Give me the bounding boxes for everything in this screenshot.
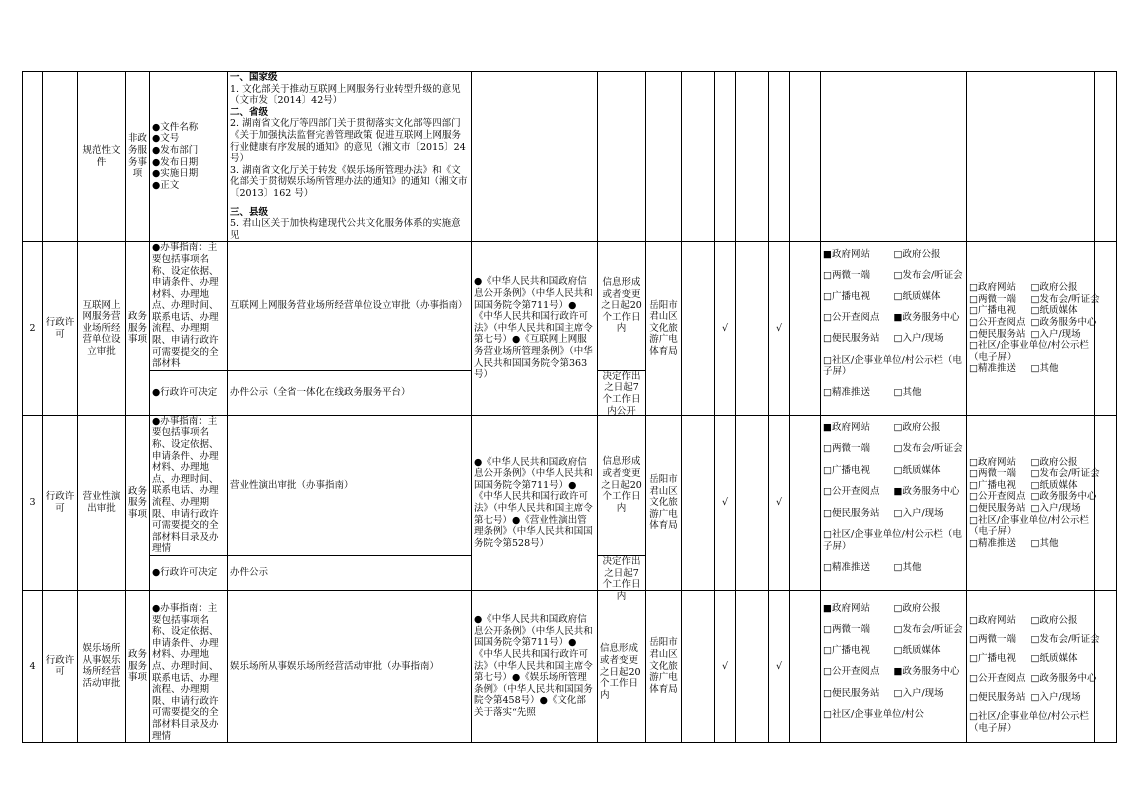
channel-option: □公开查阅点 [823, 486, 880, 498]
channel-option: □广播电视 [969, 653, 1016, 665]
channel-option: □纸质媒体 [1030, 479, 1078, 491]
channel-option: □两微一端 [969, 293, 1016, 305]
doc-item: 1. 文化部关于推动互联网上网服务行业转型升级的意见（文市发〔2014〕42号） [230, 83, 461, 107]
check-mark: √ [769, 415, 790, 590]
channel-option: □纸质媒体 [1030, 305, 1078, 317]
channel-option: □其他 [1030, 537, 1059, 549]
channel-option: □公开查阅点 [969, 316, 1026, 328]
channel-option: □两微一端 [823, 269, 870, 281]
channel-option: □两微一端 [823, 443, 870, 455]
channel-option: ■政府网站 [823, 602, 870, 614]
cell-category: 行政许可 [43, 242, 78, 416]
channel-option: □政府网站 [969, 282, 1016, 294]
channel-option: □广播电视 [969, 305, 1016, 317]
channel-option: □两微一端 [823, 624, 870, 636]
check-mark: √ [769, 242, 790, 416]
cell-num: 3 [23, 415, 43, 590]
cell-category: 行政许可 [43, 590, 78, 742]
cell-decision: ●行政许可决定 [150, 370, 228, 415]
channel-option: ■政府网站 [823, 421, 870, 433]
cell-basis: ●《中华人民共和国政府信息公开条例》（中华人民共和国国务院令第711号）●《中华人民共和国行政许可法》（中华人民共和国主席令第七号）●《营业性演出管理条例》（中华人民共和国国务院令第528号） [472, 415, 598, 590]
channel-option: □发布会/听证会 [893, 624, 963, 636]
channel-option: ■政务服务中心 [893, 666, 960, 678]
channel-option: □政府公报 [893, 602, 941, 614]
channel-option: □两微一端 [969, 468, 1016, 480]
cell-item: 互联网上网服务营业场所经营单位设立审批 [78, 242, 126, 416]
channel-option: □政府网站 [969, 614, 1016, 626]
channel-option: □政府公报 [893, 248, 941, 260]
cell-basis: ●《中华人民共和国政府信息公开条例》（中华人民共和国国务院令第711号）●《中华人民共和国行政许可法》（中华人民共和国主席令第七号）●《娱乐场所管理条例》（中华人民共和国国务院令第458号）●《文化部关于落实“先照 [472, 590, 598, 742]
channel-option: □纸质媒体 [893, 290, 941, 302]
channel-option: □纸质媒体 [893, 645, 941, 657]
cell-item: 营业性演出审批 [78, 415, 126, 590]
doc-item: 5. 君山区关于加快构建现代公共文化服务体系的实施意见 [230, 218, 461, 241]
channel-option: □精准推送 [969, 537, 1016, 549]
cell-num: 4 [23, 590, 43, 742]
channel-option: □便民服务站 [969, 328, 1026, 340]
cell-num [23, 72, 43, 242]
element-line: ●实施日期 [152, 168, 199, 180]
cell-guide-content: 营业性演出审批（办事指南） [228, 415, 472, 555]
channel-option: □公开查阅点 [823, 312, 880, 324]
channel-option: □政务服务中心 [1030, 672, 1097, 684]
channel-option: □政务服务中心 [1030, 491, 1097, 503]
channel-option: □政府公报 [893, 421, 941, 433]
cell-category: 行政许可 [43, 415, 78, 590]
cell-channels-2 [967, 590, 1100, 742]
channel-option: □便民服务站 [823, 687, 880, 699]
check-mark: √ [715, 415, 736, 590]
cell-channels-2 [967, 415, 1100, 590]
channel-option: ■政务服务中心 [893, 486, 960, 498]
channel-option: □社区/企事业单位/村公示栏（电子屏） [823, 529, 962, 552]
channel-option: □便民服务站 [823, 507, 880, 519]
channel-option: □纸质媒体 [893, 464, 941, 476]
cell-type: 政务服务事项 [126, 415, 150, 590]
cell-channels [821, 415, 967, 590]
doc-level-heading: 一、国家级 [230, 72, 278, 83]
element-line: ●正文 [152, 179, 180, 191]
cell-type: 政务服务事项 [126, 242, 150, 416]
channel-option: □广播电视 [823, 290, 870, 302]
element-line: ●文件名称 [152, 121, 199, 133]
channel-option: □入户/现场 [1030, 328, 1081, 340]
cell-item: 娱乐场所从事娱乐场所经营活动审批 [78, 590, 126, 742]
cell-doc-list [228, 72, 472, 242]
cell-channels-2 [967, 242, 1100, 416]
channel-option: □便民服务站 [969, 691, 1026, 703]
check-mark: √ [715, 242, 736, 416]
check-mark: √ [769, 590, 790, 742]
cell-time: 信息形成或者变更之日起20个工作日内 [598, 242, 646, 371]
check-mark: √ [715, 590, 736, 742]
cell-time: 决定作出之日起7个工作日内 [598, 555, 646, 590]
channel-option: □入户/现场 [1030, 691, 1081, 703]
cell-decision: ●行政许可决定 [150, 555, 228, 590]
cell-guide: ●办事指南：主要包括事项名称、设定依据、申请条件、办理材料、办理地点、办理时间、联系电话、办理流程、办理期限、申请行政许可需要提交的全部材料目录及办理情 [150, 590, 228, 742]
channel-option: □社区/企事业单位/村公示栏（电子屏） [969, 514, 1089, 538]
channel-option: □入户/现场 [893, 507, 944, 519]
channel-option: □其他 [893, 387, 922, 399]
element-line: ●发布部门 [152, 145, 199, 157]
channel-option: □社区/企事业单位/村公示栏（电子屏） [969, 711, 1089, 734]
channel-option: □政府网站 [969, 456, 1016, 468]
cell-decision-content: 办件公示（全省一体化在线政务服务平台） [228, 370, 472, 415]
cell-channels [821, 242, 967, 416]
channel-option: □便民服务站 [823, 333, 880, 345]
element-line: ●文号 [152, 133, 180, 145]
cell-subject: 岳阳市君山区文化旅游广电体育局 [646, 415, 682, 590]
doc-level-heading: 三、县级 [230, 206, 269, 218]
cell-elements [150, 72, 228, 242]
cell-subject: 岳阳市君山区文化旅游广电体育局 [646, 242, 682, 416]
channel-option: □便民服务站 [969, 502, 1026, 514]
cell-subject: 岳阳市君山区文化旅游广电体育局 [646, 590, 682, 742]
channel-option: □精准推送 [969, 363, 1016, 375]
channel-option: □政务服务中心 [1030, 316, 1097, 328]
cell-category [43, 72, 78, 242]
cell-basis: ●《中华人民共和国政府信息公开条例》（中华人民共和国国务院令第711号）●《中华人民共和国行政许可法》（中华人民共和国主席令第七号）●《互联网上网服务营业场所管理条例》（中华人民共和国国务院令第363号） [472, 242, 598, 416]
channel-option: □精准推送 [823, 562, 870, 574]
channel-option: □发布会/听证会 [893, 443, 963, 455]
doc-item: 2. 湖南省文化厅等四部门关于贯彻落实文化部等四部门《关于加强执法监督完善管理政策 促进互联网上网服务行业健康有序发展的通知》的意见（湘文市〔2015〕24号） [230, 118, 466, 165]
channel-option: □广播电视 [823, 645, 870, 657]
cell-decision-content: 办件公示 [228, 555, 472, 590]
channel-option: □政府公报 [1030, 456, 1078, 468]
channel-option: ■政务服务中心 [893, 312, 960, 324]
cell-guide-content: 互联网上网服务营业场所经营单位设立审批（办事指南） [228, 242, 472, 371]
channel-option: □广播电视 [969, 479, 1016, 491]
cell-channels [821, 590, 967, 742]
channel-option: □发布会/听证会 [1030, 468, 1100, 480]
channel-option: □发布会/听证会 [1030, 634, 1100, 646]
channel-option: □纸质媒体 [1030, 653, 1078, 665]
channel-option: □发布会/听证会 [893, 269, 963, 281]
channel-option: □政府公报 [1030, 282, 1078, 294]
channel-option: □精准推送 [823, 387, 870, 399]
cell-time: 决定作出之日起7个工作日内公开 [598, 370, 646, 415]
channel-option: □广播电视 [823, 464, 870, 476]
disclosure-table [22, 71, 1117, 743]
channel-option: ■政府网站 [823, 248, 870, 260]
cell-guide: ●办事指南：主要包括事项名称、设定依据、申请条件、办理材料、办理地点、办理时间、联系电话、办理流程、办理期限、申请行政许可需要提交的全部材料 [150, 242, 228, 371]
cell-time: 信息形成或者变更之日起20个工作日内 [598, 415, 646, 555]
cell-guide: ●办事指南：主要包括事项名称、设定依据、申请条件、办理材料、办理地点、办理时间、联系电话、办理流程、办理期限、申请行政许可需要提交的全部材料目录及办理情 [150, 415, 228, 555]
cell-type: 非政务服务事项 [126, 72, 150, 242]
cell-guide-content: 娱乐场所从事娱乐场所经营活动审批（办事指南） [228, 590, 472, 742]
channel-option: □社区/企事业单位/村公示栏（电子屏） [823, 354, 962, 378]
channel-option: □入户/现场 [893, 687, 944, 699]
doc-item: 3. 湖南省文化厅关于转发《娱乐场所管理办法》和《文化部关于贯彻娱乐场所管理办法的通知》的通知（湘文市〔2013〕162 号） [230, 164, 468, 199]
doc-level-heading: 二、省级 [230, 106, 269, 118]
channel-option: □发布会/听证会 [1030, 293, 1100, 305]
table-row [23, 415, 1117, 555]
channel-option: □社区/企事业单位/村公 [823, 708, 924, 720]
channel-option: □其他 [893, 562, 922, 574]
cell-time: 信息形成或者变更之日起20个工作日内 [598, 590, 646, 742]
channel-option: □入户/现场 [1030, 502, 1081, 514]
channel-option: □公开查阅点 [969, 491, 1026, 503]
table-row [23, 242, 1117, 371]
channel-option: □入户/现场 [893, 333, 944, 345]
channel-option: □其他 [1030, 363, 1059, 375]
channel-option: □社区/企事业单位/村公示栏（电子屏） [969, 340, 1089, 363]
table-row-norm [23, 72, 1117, 242]
cell-type: 政务服务事项 [126, 590, 150, 742]
cell-num: 2 [23, 242, 43, 416]
channel-option: □政府公报 [1030, 614, 1078, 626]
table-row [23, 590, 1117, 742]
element-line: ●发布日期 [152, 156, 199, 168]
channel-option: □两微一端 [969, 634, 1016, 646]
channel-option: □公开查阅点 [969, 672, 1026, 684]
cell-item: 规范性文件 [78, 72, 126, 242]
channel-option: □公开查阅点 [823, 666, 880, 678]
